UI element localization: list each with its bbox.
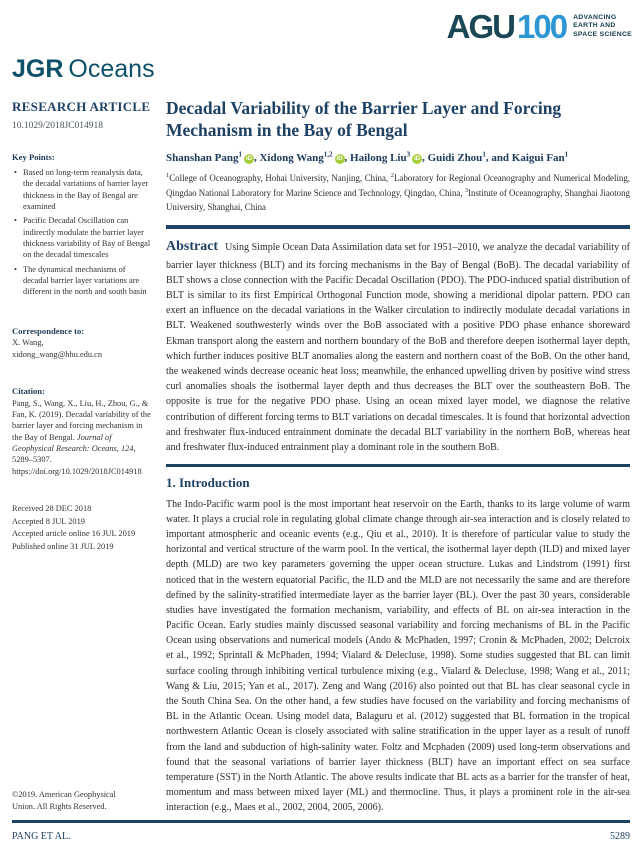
agu-logo <box>447 10 632 43</box>
introduction-heading: 1. Introduction <box>166 474 250 490</box>
agu-tagline <box>573 14 632 39</box>
author-name: Guidi Zhou <box>427 152 483 165</box>
author <box>428 152 486 164</box>
article-history <box>12 503 151 553</box>
affiliation-text: Laboratory for Regional Oceanography and Numerical Modeling, Qingdao National Laboratory for Marine Science and Technology, Qingdao, China, <box>166 173 630 198</box>
author-affiliation-sup: 1 <box>238 150 242 159</box>
key-points <box>12 152 151 297</box>
correspondence <box>12 326 151 360</box>
section-divider-rule <box>166 464 630 467</box>
agu-100-text: 100 <box>517 8 567 45</box>
author-name: Hailong Liu <box>350 152 407 165</box>
citation <box>12 386 151 477</box>
author-affiliation-sup: 1 <box>564 150 569 159</box>
introduction-paragraphs <box>166 497 630 819</box>
affiliations <box>166 171 630 214</box>
citation-text: Pang, S., Wang, X., Liu, H., Zhou, G., & Fan, K. (2019). Decadal variability of the barrier layer and forcing mechanism in the Bay of Bengal. <box>12 398 151 442</box>
author-affiliation-sup: 1 <box>482 150 486 159</box>
author-name: Xidong Wang <box>259 152 324 165</box>
article-title: Decadal Variability of the Barrier Layer and Forcing Mechanism in the Bay of Bengal <box>166 98 562 140</box>
citation-doi-text: , 5289–5307. https://doi.org/10.1029/2018JC014918 <box>12 443 142 476</box>
key-points-list <box>12 167 151 298</box>
doi-text: 10.1029/2018JC014918 <box>12 120 104 131</box>
author <box>350 152 422 164</box>
agu-tagline-line: ADVANCING <box>573 14 617 21</box>
affiliation-sup: 2 <box>390 172 394 180</box>
author <box>259 152 344 164</box>
correspondence-name: X. Wang, <box>12 338 44 348</box>
author-affiliation-sup: 3 <box>406 150 411 159</box>
abstract <box>166 236 630 455</box>
journal-title <box>12 55 155 84</box>
orcid-icon[interactable]: iD <box>245 156 252 163</box>
orcid-icon[interactable]: iD <box>336 156 343 163</box>
key-point-item: • Pacific Decadal Oscillation can indirectly modulate the barrier layer thickness variability of Bay of Bengal on the decadal timescales <box>23 215 151 260</box>
agu-tagline-line: EARTH AND <box>573 22 616 30</box>
journal-abbr: JGR <box>12 55 64 83</box>
key-point-item: • Based on long-term reanalysis data, the decadal variations of barrier layer thickness in the Bay of Bengal are examined <box>23 167 151 212</box>
orcid-icon[interactable]: iD <box>414 156 421 163</box>
abstract-top-rule <box>166 225 630 229</box>
abstract-text: Using Simple Ocean Data Assimilation data set for 1951–2010, we analyze the decadal variability of barrier layer thickness (BLT) and its forcing mechanisms in the Bay of Bengal (BoB). The decadal variability of BLT shows a close connection with the Pacific Decadal Oscillation (PDO). The PDO-induced spatial distribution of BLT is similar to its first Empirical Orthogonal Function mode, showing a meridional dipolar pattern. PDO can exert an influence on the decadal variations in the Walker circulation to indirectly modulate decadal variations in BLT. Weakened southwesterly winds over the BoB associated with a positive PDO phase enhance shoreward Ekman transport along the eastern and northern boundary of the BoB and therefore deepen isothermal layer depth, which further induces positive BLT anomalies along the eastern and northern coast of the BoB. On the other hand, the weakened winds decrease oceanic heat loss; meanwhile, the enhanced upwelling driven by positive wind stress curl anomalies shoals the isothermal layer depth and thus decreases the BLT over the southeastern BoB. The opposite is true for the negative PDO phase. Using an ocean mixed layer model, we diagnose the relative contribution of different forcing terms to BLT variations on decadal timescales. It is found that horizontal advection and freshwater flux-induced entrainment dominate the decadal BLT variability in the northern BoB, whereas heat and freshwater flux-induced entrainment play a dominant role in the southern BoB. <box>166 242 630 453</box>
footer <box>12 831 630 842</box>
copyright-notice: ©2019. American Geophysical Union. All Rights Reserved. <box>12 790 116 812</box>
author-name: Shanshan Pang <box>166 152 239 165</box>
author-name: and Kaigui Fan <box>491 152 565 165</box>
affiliation-sup: 1 <box>166 172 170 180</box>
citation-heading: Citation: <box>12 386 45 397</box>
affiliation-sup: 3 <box>464 186 469 194</box>
affiliation-text: College of Oceanography, Hohai University, Nanjing, China, <box>169 173 391 183</box>
agu-logo-text: AGU <box>446 8 515 45</box>
correspondence-heading: Correspondence to: <box>12 325 85 336</box>
history-line: Accepted article online 16 JUL 2019 <box>12 529 136 539</box>
sidebar <box>12 98 151 819</box>
history-line: Published online 31 JUL 2019 <box>12 541 114 551</box>
key-point-item: • The dynamical mechanisms of decadal barrier layer variations are different in the north and south basin <box>23 264 151 298</box>
author <box>166 152 254 164</box>
correspondence-email[interactable]: xidong_wang@hhu.edu.cn <box>12 349 103 359</box>
article-type-label: RESEARCH ARTICLE <box>12 99 151 114</box>
page-content <box>12 98 630 819</box>
agu-tagline-line: SPACE SCIENCE <box>573 30 632 38</box>
author-affiliation-sup: 1,2 <box>323 150 333 159</box>
affiliation-text: Institute of Oceanography, Shanghai Jiaotong University, Shanghai, China <box>166 187 630 212</box>
author <box>491 152 568 164</box>
history-line: Accepted 8 JUL 2019 <box>12 516 85 526</box>
history-line: Received 28 DEC 2018 <box>12 504 92 514</box>
abstract-label: Abstract <box>166 239 219 255</box>
running-head: PANG ET AL. <box>12 831 71 842</box>
key-points-heading: Key Points: <box>12 152 55 163</box>
author-list: Shanshan Pang$^1$iD , Xidong Wang$^{1,2}$iD , Hailong Liu$^3$iD , Guidi Zhou$^1$, and Kaigui Fan$^1$ <box>166 150 569 165</box>
footer-rule <box>12 820 630 823</box>
citation-journal-italic: Journal of Geophysical Research: Oceans, 124 <box>12 432 134 453</box>
main-column <box>166 98 630 819</box>
page-number: 5289 <box>610 831 630 842</box>
journal-name: Oceans <box>68 55 155 83</box>
body-paragraph: The Indo-Pacific warm pool is the most important heat reservoir on the Earth, thanks to its large volume of warm water. It plays a crucial role in regulating global climate change through air-sea interaction and is closely related to important atmospheric and oceanic events (e.g., Qiu et al., 2010). It is therefore of particular value to study the horizontal and vertical structure of the warm pool. In the vertical, the isothermal layer depth (ILD) and mixed layer depth (MLD) are two key parameters governing the upper ocean structure. Lukas and Lindstrom (1991) first noticed that in the western equatorial Pacific, the ILD and the MLD are not necessarily the same and are therefore defined by the salinity-stratified intermediate layer as the barrier layer (BL). Over the past 30 years, considerable studies have investigated the formation mechanism, variability, and effects of BL on air-sea interaction in the Pacific Ocean. Early studies mainly discussed seasonal variability and forcing mechanisms of BL in the Pacific Ocean using observations and numerical models (Ando & McPhaden, 1997; Cronin & McPhaden, 2002; Delcroix et al., 1992; Sprintall & McPhaden, 1994; Vialard & Delecluse, 1998). Some studies suggested that BL can limit surface cooling through inhibiting vertical turbulence mixing (e.g., Vialard & Delecluse, 1998; Wang et al., 2011; Wang & Liu, 2015; Yan et al., 2017). Zeng and Wang (2016) also pointed out that BL has clear seasonal cycle in the South China Sea. On the other hand, a few studies have focused on the variability and forcing mechanisms of BL in the Atlantic Ocean. Using model data, Balaguru et al. (2012) suggested that BL formation in the tropical northwestern Atlantic Ocean is closely associated with saline stratification in the upper layer as a result of runoff from the land and subduction of high-salinity water. Foltz and Mcphaden (2009) used long-term observations and found that the seasonal variations of barrier layer thickness (BLT) have an important effect on sea surface temperature (SST) in the North Atlantic. The above results indicate that BL acts as a barrier for the transfer of heat, momentum and mass between mixed layer (ML) and thermocline. Thus, it plays a prominent role in the air-sea interaction (e.g., Maes et al., 2002, 2004, 2005, 2006). <box>166 498 630 814</box>
